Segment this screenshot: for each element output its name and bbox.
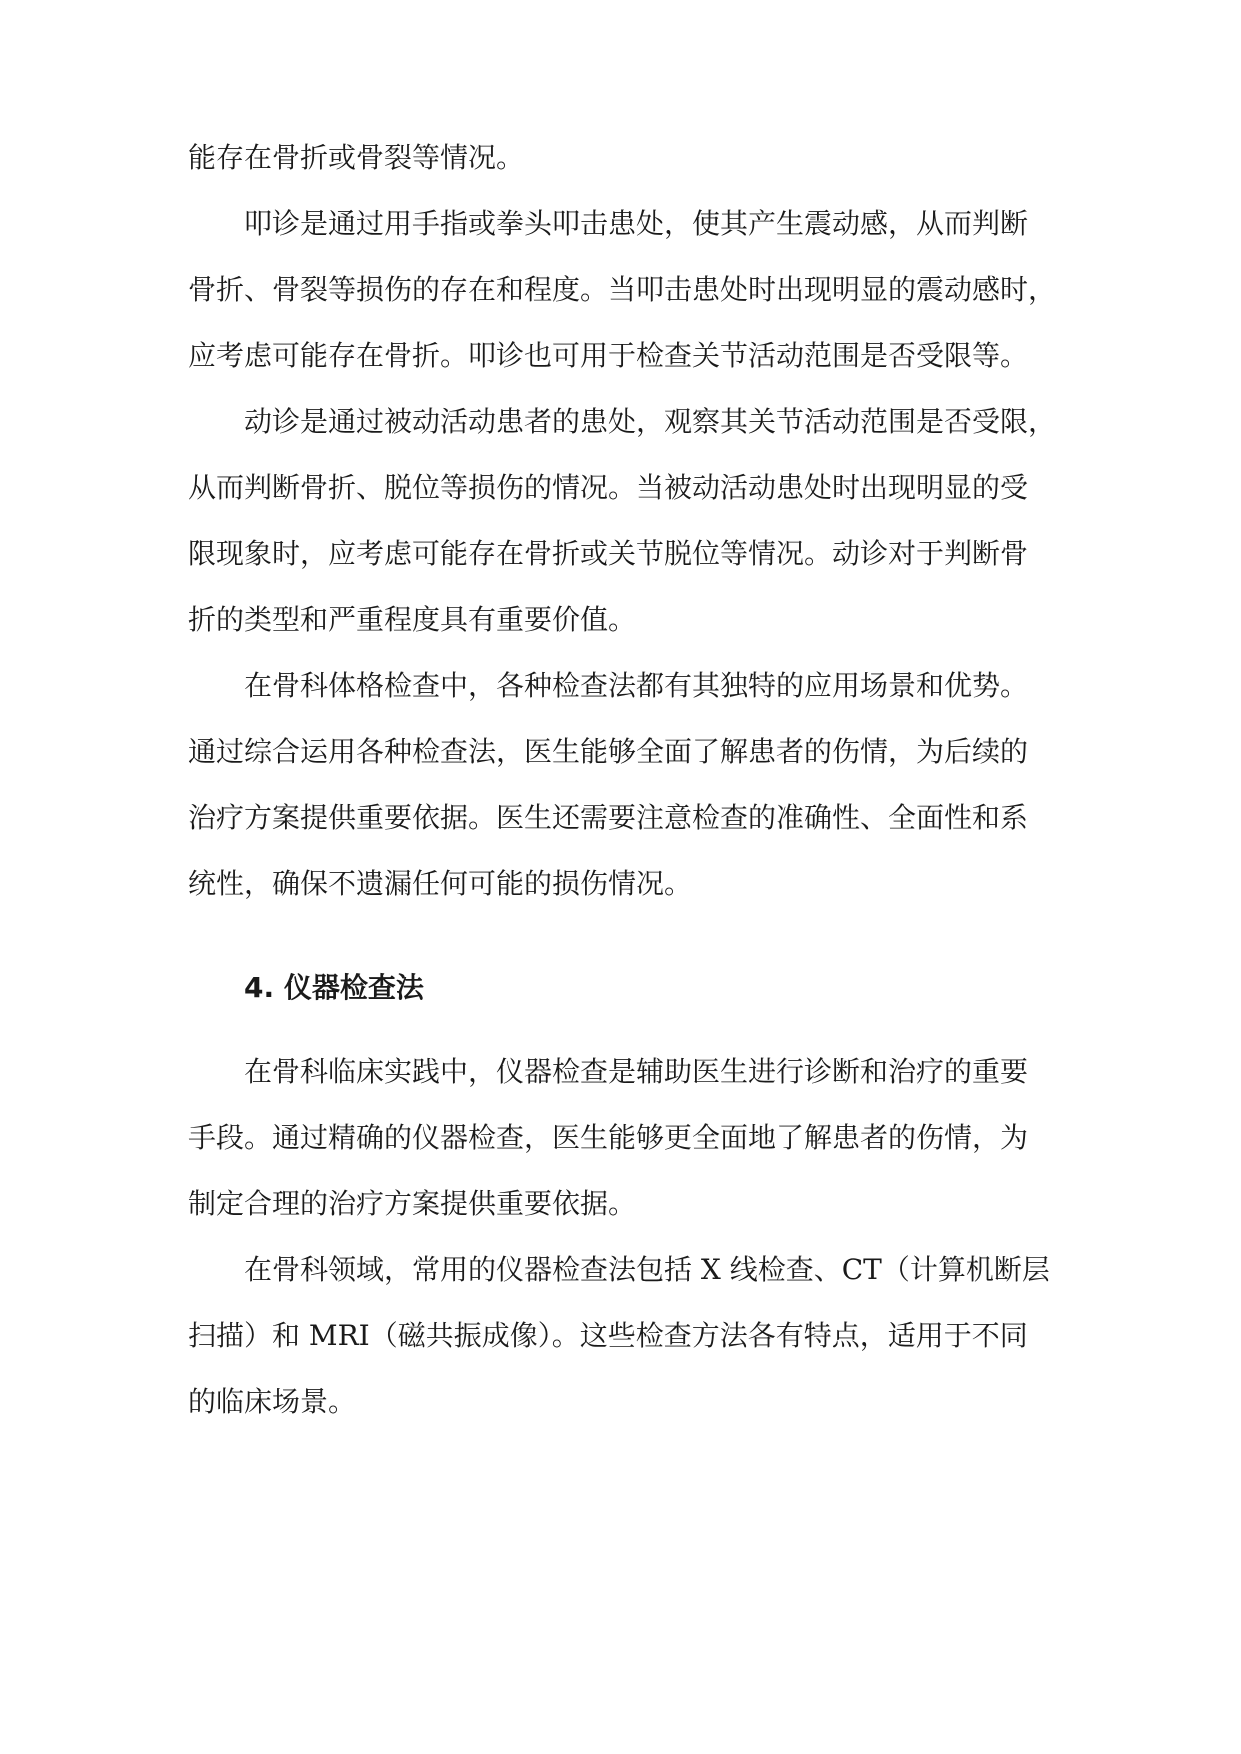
paragraph-line: 在骨科领域，常用的仪器检查法包括 X 线检查、CT（计算机断层 <box>244 1253 1050 1286</box>
paragraph-line: 能存在骨折或骨裂等情况。 <box>188 141 525 174</box>
paragraph-line: 制定合理的治疗方案提供重要依据。 <box>188 1187 637 1220</box>
paragraph-line: 在骨科临床实践中，仪器检查是辅助医生进行诊断和治疗的重要 <box>244 1055 1029 1088</box>
paragraph-line: 折的类型和严重程度具有重要价值。 <box>188 603 637 636</box>
paragraph-line: 骨折、骨裂等损伤的存在和程度。当叩击患处时出现明显的震动感时， <box>188 273 1057 306</box>
paragraph-line: 叩诊是通过用手指或拳头叩击患处，使其产生震动感，从而判断 <box>244 207 1029 240</box>
paragraph-line: 动诊是通过被动活动患者的患处，观察其关节活动范围是否受限， <box>244 405 1057 438</box>
paragraph-line: 应考虑可能存在骨折。叩诊也可用于检查关节活动范围是否受限等。 <box>188 339 1029 372</box>
paragraph-line: 限现象时，应考虑可能存在骨折或关节脱位等情况。动诊对于判断骨 <box>188 537 1029 570</box>
paragraph-line: 通过综合运用各种检查法，医生能够全面了解患者的伤情，为后续的 <box>188 735 1029 768</box>
paragraph-line: 在骨科体格检查中，各种检查法都有其独特的应用场景和优势。 <box>244 669 1029 702</box>
paragraph-line: 治疗方案提供重要依据。医生还需要注意检查的准确性、全面性和系 <box>188 801 1029 834</box>
paragraph-line: 的临床场景。 <box>188 1385 357 1418</box>
paragraph-line: 从而判断骨折、脱位等损伤的情况。当被动活动患处时出现明显的受 <box>188 471 1029 504</box>
section-heading: 4. 仪器检查法 <box>244 971 424 1004</box>
paragraph-line: 扫描）和 MRI（磁共振成像）。这些检查方法各有特点，适用于不同 <box>188 1319 1028 1352</box>
paragraph-line: 手段。通过精确的仪器检查，医生能够更全面地了解患者的伤情，为 <box>188 1121 1029 1154</box>
paragraph-line: 统性，确保不遗漏任何可能的损伤情况。 <box>188 867 693 900</box>
